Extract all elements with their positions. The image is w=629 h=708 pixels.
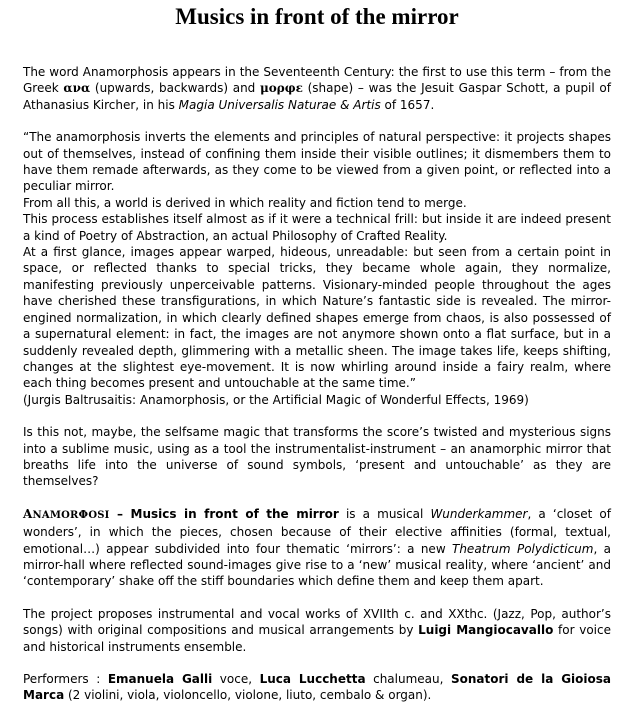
document-body: [23, 64, 611, 704]
paragraph-gap: [23, 590, 611, 606]
ensemble-name: Sonatori de la Gioiosa Marca: [23, 672, 612, 703]
paragraph-gap: [23, 113, 611, 129]
text-run: The project proposes instrumental and vocal works of XVIIth c. and XXthc. (Jazz, Pop, author’s songs) with original compositions and musical arrangements by: [23, 606, 611, 638]
term-wunderkammer: Wunderkammer: [430, 506, 528, 521]
paragraph-gap: [23, 408, 611, 424]
text-run: , a mirror-hall where reflected sound-images give rise to a ‘new’ musical reality, where ‘ancient’ and ‘contemporary’ shake off the stiff boundaries which define them and keep them apart.: [23, 541, 611, 589]
book-title: Magia Universalis Naturae & Artis: [178, 97, 381, 112]
quote-citation: (Jurgis Baltrusaitis: Anamorphosis, or the Artificial Magic of Wonderful Effects, 1969): [23, 392, 529, 407]
text-run: of 1657.: [380, 97, 435, 112]
text-run: for voice and historical instruments ensemble.: [23, 623, 611, 654]
text-run: , a ‘closet of wonders’, in which the pieces, chosen because of their elective affinities (formal, textual, emotional…) appear subdivided into four thematic ‘mirrors’: a new: [23, 506, 612, 556]
phi-symbol: Φ: [78, 507, 89, 521]
paragraph-project-proposal: [23, 606, 611, 655]
quote-line-2: From all this, a world is derived in which reality and fiction tend to merge.: [23, 195, 467, 210]
composer-name: Luigi Mangiocavallo: [418, 623, 554, 638]
quote-line-1: “The anamorphosis inverts the elements and principles of natural perspective: it projects shapes out of themselves, instead of confining them inside their visible outlines; it dismembers them to have them remade afterwards, as they come to be viewed from a given point, or reflected into a peculiar mirror.: [23, 130, 611, 194]
text-run: (shape) – was the Jesuit Gaspar Schott, a pupil of Athanasius Kircher, in his: [23, 81, 611, 112]
dash: –: [109, 506, 131, 521]
greek-word-morphe: μορφε: [259, 81, 303, 96]
paragraph-gap: [23, 490, 611, 506]
paragraph-gap: [23, 655, 611, 671]
project-subtitle: Musics in front of the mirror: [130, 506, 339, 521]
quote-line-4: At a first glance, images appear warped, hideous, unreadable: but seen from a certain point in space, or reflected thanks to special tricks, they became whole again, they normalize, manifesting previously unperceivable patterns. Visionary-minded people throughout the ages have cherished these transfigurations, in which Nature’s fantastic side is revealed. The mirror-engined normalization, in which clearly defined shapes emerge from chaos, is also possessed of a supernatural element: in fact, the images are not anymore shown onto a flat surface, but in a suddenly revealed depth, glimmering with a metallic sheen. The image takes life, keeps shifting, changes at the slightest eye-movement. It is now whirling around inside a fairy realm, where each thing becomes present and untouchable at the same time.”: [23, 245, 611, 391]
text-run: (upwards, backwards) and: [90, 81, 260, 96]
performers-label: Performers :: [23, 672, 108, 686]
page-title: Musics in front of the mirror: [175, 4, 459, 29]
text-run: voce,: [212, 672, 260, 686]
text-run: is a musical: [338, 506, 431, 521]
term-theatrum-polydicticum: Theatrum Polydicticum: [452, 541, 594, 556]
performer-name: Emanuela Galli: [107, 672, 213, 686]
logo-letters: OSI: [88, 509, 110, 521]
text-run: (2 violini, viola, violoncello, violone, liuto, cembalo & organ).: [64, 688, 432, 703]
greek-word-ana: ανα: [63, 81, 91, 96]
text-run: chalumeau,: [365, 672, 451, 686]
paragraph-selfsame-magic: Is this not, maybe, the selfsame magic that transforms the score’s twisted and mysterious signs into a sublime music, using as a tool the instrumentalist-instrument – an anamorphic mirror that breaths life into the universe of sound symbols, ‘present and untouchable’ as they are themselves?: [23, 425, 611, 489]
logo-letter: A: [23, 506, 33, 521]
paragraph-project-description: [23, 506, 611, 590]
paragraph-anamorphosis-origin: [23, 64, 611, 113]
paragraph-performers: [23, 671, 611, 704]
text-run: The word Anamorphosis appears in the Seventeenth Century: the first to use this term – from the Greek: [23, 65, 611, 96]
logo-letters: NAMOR: [32, 509, 79, 521]
quote-line-3: This process establishes itself almost as if it were a technical frill: but inside it are indeed present a kind of Poetry of Abstraction, an actual Philosophy of Crafted Reality.: [23, 212, 611, 243]
project-logo-text: [23, 507, 110, 521]
performer-name: Luca Lucchetta: [259, 672, 366, 686]
